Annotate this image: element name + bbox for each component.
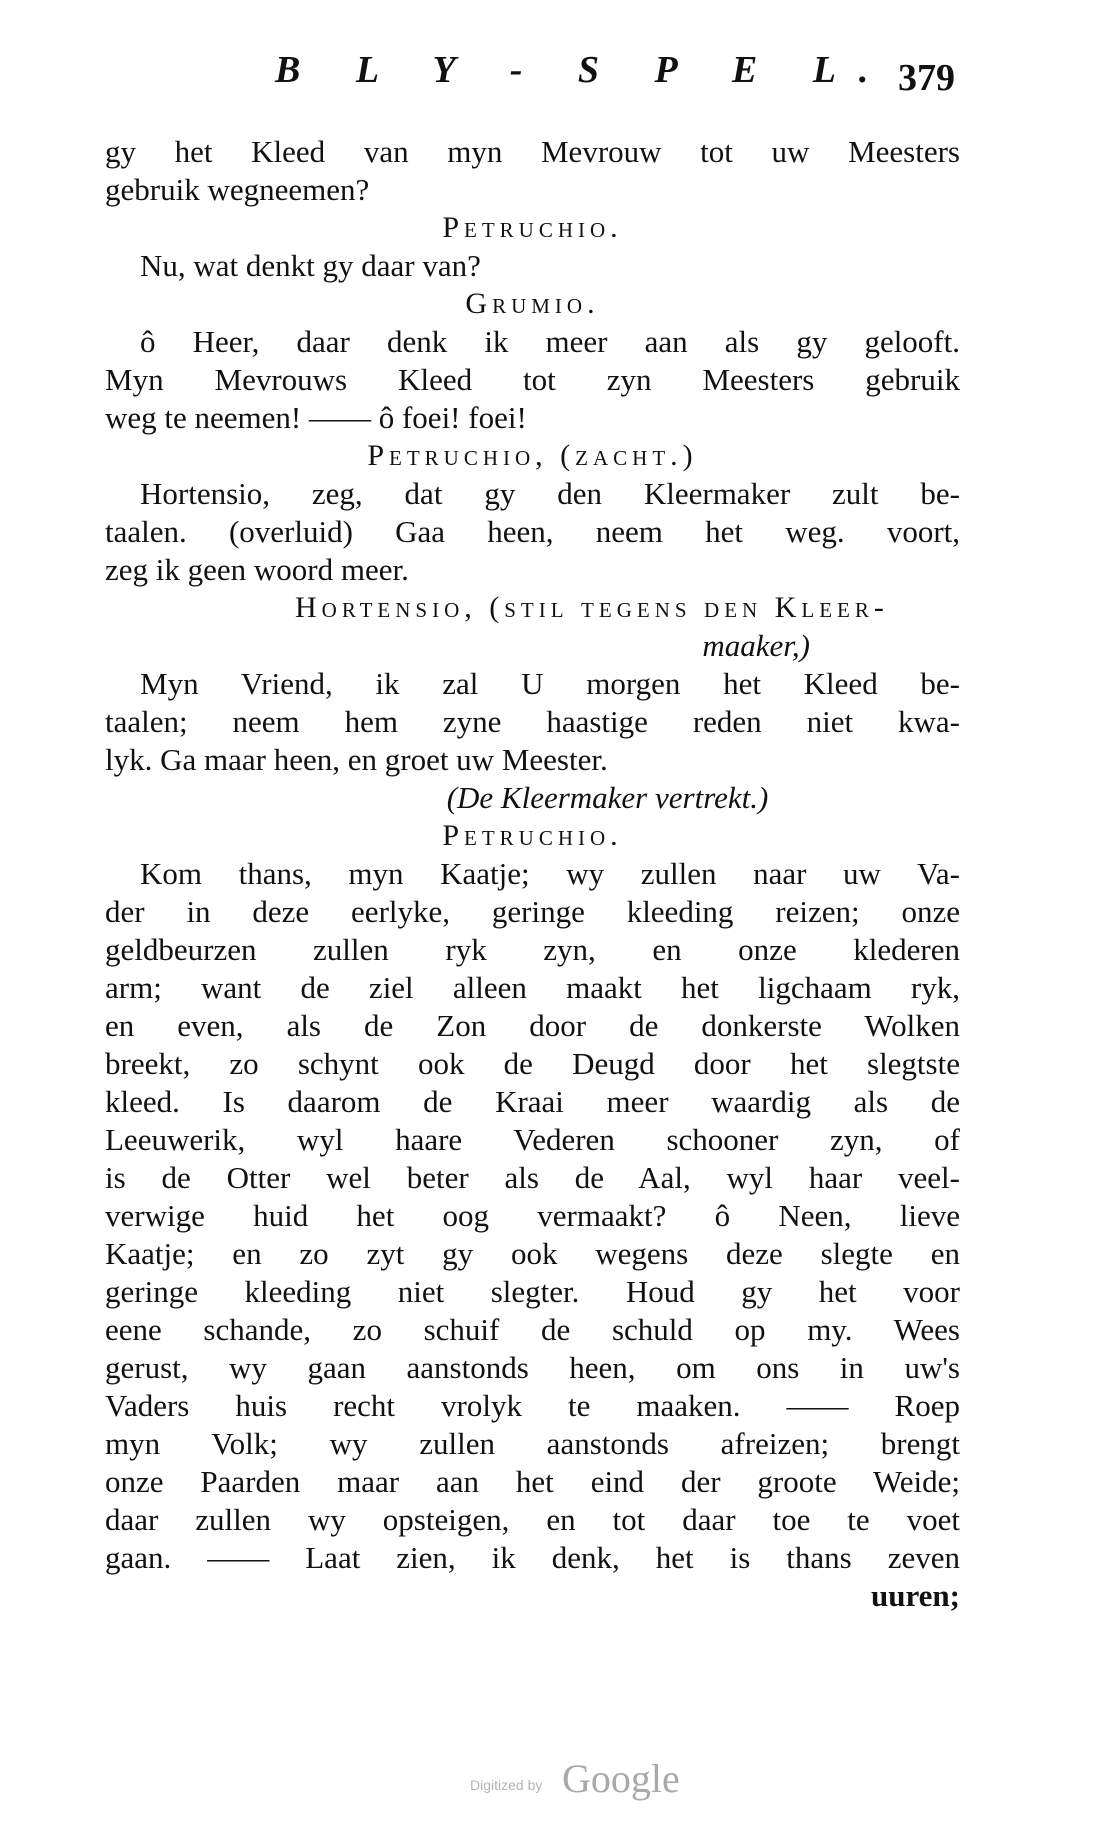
text-line: onze Paarden maar aan het eind der groote Weide; xyxy=(105,1464,960,1499)
text-line: daar zullen wy opsteigen, en tot daar toe te voet xyxy=(105,1502,960,1537)
text-line: Kaatje; en zo zyt gy ook wegens deze slegte en xyxy=(105,1236,960,1271)
text-line: geldbeurzen zullen ryk zyn, en onze klederen xyxy=(105,932,960,967)
text-line: en even, als de Zon door de donkerste Wolken xyxy=(105,1008,960,1043)
text-line: taalen; neem hem zyne haastige reden niet kwa- xyxy=(105,704,960,739)
google-logo: Google xyxy=(562,1756,680,1801)
text-line: breekt, zo schynt ook de Deugd door het slegtste xyxy=(105,1046,960,1081)
text-line: lyk. Ga maar heen, en groet uw Meester. xyxy=(105,742,608,777)
page-body xyxy=(105,133,960,1615)
digitization-watermark xyxy=(470,1755,770,1805)
text-line: gy het Kleed van myn Mevrouw tot uw Meesters xyxy=(105,134,960,169)
text-line: Hortensio, zeg, dat gy den Kleermaker zult be- xyxy=(140,476,960,511)
text-line: is de Otter wel beter als de Aal, wyl haar veel- xyxy=(105,1160,960,1195)
text-line: gaan. —— Laat zien, ik denk, het is thans zeven xyxy=(105,1540,960,1575)
text-line: taalen. (overluid) Gaa heen, neem het weg. voort, xyxy=(105,514,960,549)
text-line: Kom thans, myn Kaatje; wy zullen naar uw Va- xyxy=(140,856,960,891)
speaker-name: Hortensio, (stil tegens den Kleer- xyxy=(295,591,889,624)
stage-direction: (De Kleermaker vertrekt.) xyxy=(446,780,769,815)
text-line: Vaders huis recht vrolyk te maaken. —— Roep xyxy=(105,1388,960,1423)
speaker-name: Petruchio. xyxy=(442,819,623,852)
text-line: ô Heer, daar denk ik meer aan als gy gelooft. xyxy=(140,324,960,359)
speaker-name: Petruchio, (zacht.) xyxy=(367,439,698,472)
text-line: Myn Vriend, ik zal U morgen het Kleed be- xyxy=(140,666,960,701)
text-line: Leeuwerik, wyl haare Vederen schooner zyn, of xyxy=(105,1122,960,1157)
text-line: kleed. Is daarom de Kraai meer waardig als de xyxy=(105,1084,960,1119)
text-line: arm; want de ziel alleen maakt het ligchaam ryk, xyxy=(105,970,960,1005)
page-header xyxy=(105,48,960,108)
catchword: uuren; xyxy=(870,1578,960,1613)
digitized-by-label: Digitized by xyxy=(470,1777,543,1793)
text-line: verwige huid het oog vermaakt? ô Neen, lieve xyxy=(105,1198,960,1233)
running-title: B L Y - S P E L. xyxy=(275,49,892,91)
text-line: gerust, wy gaan aanstonds heen, om ons in uw's xyxy=(105,1350,960,1385)
speaker-name: Grumio. xyxy=(465,287,600,320)
text-line: zeg ik geen woord meer. xyxy=(105,552,409,587)
page-number: 379 xyxy=(898,57,955,99)
text-line: myn Volk; wy zullen aanstonds afreizen; brengt xyxy=(105,1426,960,1461)
text-line: eene schande, zo schuif de schuld op my. Wees xyxy=(105,1312,960,1347)
text-line: gebruik wegneemen? xyxy=(105,172,370,207)
text-line: weg te neemen! —— ô foei! foei! xyxy=(105,400,527,435)
text-line: geringe kleeding niet slegter. Houd gy het voor xyxy=(105,1274,960,1309)
stage-direction: maaker,) xyxy=(702,628,810,663)
speaker-name: Petruchio. xyxy=(442,211,623,244)
text-line: Nu, wat denkt gy daar van? xyxy=(140,248,481,283)
text-line: Myn Mevrouws Kleed tot zyn Meesters gebruik xyxy=(105,362,960,397)
text-line: der in deze eerlyke, geringe kleeding reizen; onze xyxy=(105,894,960,929)
